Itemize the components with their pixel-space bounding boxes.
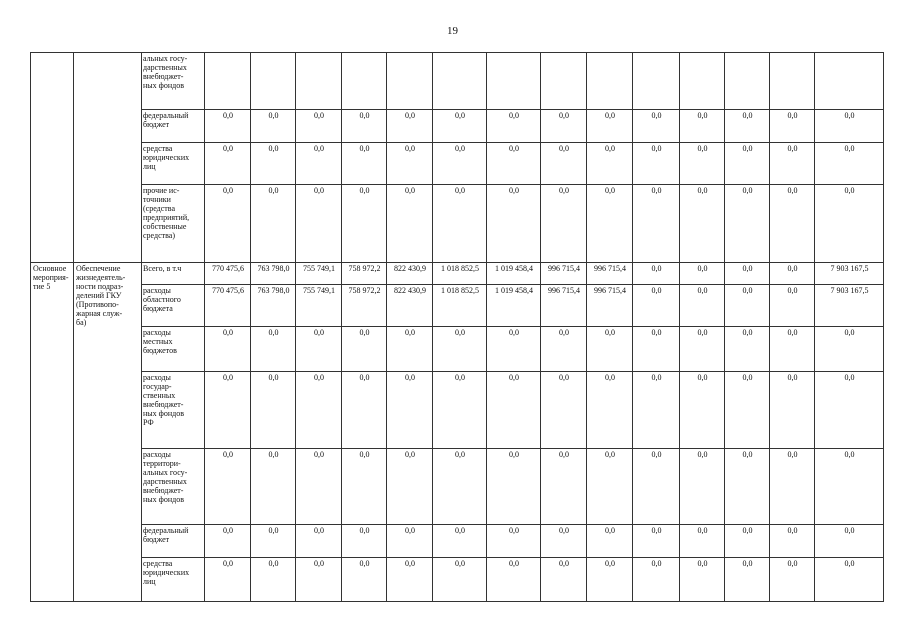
value-cell: 0,0 [815,185,884,263]
value-cell: 0,0 [725,185,770,263]
value-cell: 0,0 [296,110,342,143]
value-cell: 0,0 [815,449,884,525]
value-cell: 0,0 [633,327,680,372]
value-cell: 0,0 [487,143,541,185]
value-cell: 1 018 852,5 [433,285,487,327]
value-cell: 0,0 [680,372,725,449]
table-row [31,285,884,327]
value-cell: 0,0 [342,372,387,449]
value-cell: 0,0 [433,525,487,558]
value-cell [433,53,487,110]
value-cell: 0,0 [725,263,770,285]
value-cell: 0,0 [815,110,884,143]
value-cell: 0,0 [296,143,342,185]
value-cell: 0,0 [433,449,487,525]
table-row [31,53,884,110]
value-cell: 0,0 [342,525,387,558]
value-cell: 0,0 [815,327,884,372]
value-cell: 0,0 [541,110,587,143]
value-cell: 770 475,6 [205,263,251,285]
value-cell: 0,0 [251,525,296,558]
value-cell: 0,0 [205,327,251,372]
value-cell: 0,0 [296,327,342,372]
value-cell: 0,0 [205,449,251,525]
value-cell: 0,0 [770,372,815,449]
value-cell: 0,0 [433,185,487,263]
value-cell: 0,0 [205,185,251,263]
measure-cell: Основное мероприя- тие 5 [31,263,74,602]
value-cell: 0,0 [815,143,884,185]
value-cell: 0,0 [680,263,725,285]
value-cell: 0,0 [296,525,342,558]
value-cell: 0,0 [633,185,680,263]
value-cell: 0,0 [587,372,633,449]
executor-cell: Обеспечение жизнедеятель- ности подраз- делений ГКУ (Противопо- жарная служ- ба) [74,263,142,602]
value-cell: 0,0 [633,285,680,327]
value-cell: 0,0 [487,525,541,558]
value-cell: 0,0 [770,525,815,558]
value-cell: 822 430,9 [387,285,433,327]
value-cell: 0,0 [342,110,387,143]
value-cell: 0,0 [296,185,342,263]
value-cell: 0,0 [770,263,815,285]
value-cell: 0,0 [725,372,770,449]
value-cell: 0,0 [541,558,587,602]
value-cell: 0,0 [251,143,296,185]
funding-source-cell: расходы государ- ственных внебюджет- ных фондов РФ [142,372,205,449]
value-cell: 0,0 [725,327,770,372]
value-cell: 0,0 [633,449,680,525]
value-cell: 0,0 [433,143,487,185]
value-cell: 0,0 [205,372,251,449]
table-row [31,449,884,525]
value-cell: 0,0 [342,449,387,525]
value-cell: 0,0 [680,285,725,327]
value-cell: 770 475,6 [205,285,251,327]
table-row [31,525,884,558]
value-cell: 0,0 [770,110,815,143]
value-cell: 0,0 [770,558,815,602]
value-cell: 0,0 [487,449,541,525]
value-cell: 0,0 [633,372,680,449]
value-cell: 0,0 [770,185,815,263]
value-cell [587,53,633,110]
value-cell: 758 972,2 [342,263,387,285]
value-cell: 0,0 [205,525,251,558]
value-cell [205,53,251,110]
value-cell [541,53,587,110]
value-cell: 0,0 [587,110,633,143]
value-cell [680,53,725,110]
value-cell: 0,0 [433,110,487,143]
value-cell: 0,0 [815,558,884,602]
value-cell: 0,0 [587,185,633,263]
budget-table [30,52,884,602]
value-cell [815,53,884,110]
value-cell: 0,0 [725,285,770,327]
value-cell: 0,0 [342,143,387,185]
value-cell: 0,0 [680,143,725,185]
table-row [31,558,884,602]
value-cell: 0,0 [433,558,487,602]
funding-source-cell: федеральный бюджет [142,110,205,143]
value-cell: 0,0 [633,110,680,143]
value-cell: 0,0 [342,558,387,602]
value-cell: 996 715,4 [541,285,587,327]
value-cell: 0,0 [770,143,815,185]
table-row [31,372,884,449]
value-cell: 0,0 [387,327,433,372]
value-cell: 0,0 [387,110,433,143]
value-cell [342,53,387,110]
value-cell: 0,0 [680,525,725,558]
value-cell: 0,0 [633,143,680,185]
funding-source-cell: прочие ис- точники (средства предприятий, собственные средства) [142,185,205,263]
value-cell: 0,0 [251,185,296,263]
value-cell: 0,0 [251,558,296,602]
value-cell: 0,0 [541,185,587,263]
value-cell: 763 798,0 [251,285,296,327]
value-cell: 755 749,1 [296,263,342,285]
page-number: 19 [447,25,458,37]
value-cell: 0,0 [725,143,770,185]
value-cell: 996 715,4 [587,263,633,285]
value-cell: 0,0 [205,558,251,602]
value-cell: 1 018 852,5 [433,263,487,285]
executor-cell [74,53,142,263]
value-cell: 0,0 [587,525,633,558]
value-cell: 0,0 [680,327,725,372]
value-cell: 0,0 [487,372,541,449]
value-cell: 0,0 [296,372,342,449]
value-cell: 758 972,2 [342,285,387,327]
value-cell: 763 798,0 [251,263,296,285]
value-cell: 0,0 [541,525,587,558]
value-cell: 0,0 [541,449,587,525]
value-cell [487,53,541,110]
value-cell: 0,0 [541,143,587,185]
value-cell: 0,0 [387,372,433,449]
funding-source-cell: альных госу- дарственных внебюджет- ных фондов [142,53,205,110]
funding-source-cell: расходы областного бюджета [142,285,205,327]
value-cell: 0,0 [296,558,342,602]
value-cell [296,53,342,110]
value-cell: 0,0 [251,327,296,372]
value-cell: 0,0 [487,185,541,263]
value-cell: 0,0 [680,449,725,525]
value-cell: 0,0 [387,143,433,185]
value-cell: 0,0 [633,263,680,285]
value-cell: 0,0 [633,525,680,558]
value-cell: 0,0 [587,449,633,525]
value-cell: 0,0 [725,558,770,602]
funding-source-cell: средства юридических лиц [142,143,205,185]
value-cell: 0,0 [770,327,815,372]
value-cell: 0,0 [725,110,770,143]
value-cell [725,53,770,110]
value-cell: 0,0 [296,449,342,525]
value-cell: 0,0 [342,185,387,263]
funding-source-cell: расходы территори- альных госу- дарственных внебюджет- ных фондов [142,449,205,525]
funding-source-cell: расходы местных бюджетов [142,327,205,372]
value-cell: 0,0 [725,525,770,558]
value-cell: 0,0 [433,372,487,449]
value-cell: 0,0 [251,372,296,449]
value-cell: 0,0 [487,558,541,602]
funding-source-cell: средства юридических лиц [142,558,205,602]
value-cell: 0,0 [387,558,433,602]
value-cell: 0,0 [633,558,680,602]
value-cell: 0,0 [342,327,387,372]
value-cell: 0,0 [251,110,296,143]
value-cell: 7 903 167,5 [815,263,884,285]
table-row [31,327,884,372]
value-cell: 0,0 [587,327,633,372]
value-cell: 0,0 [725,449,770,525]
value-cell: 0,0 [680,110,725,143]
value-cell: 0,0 [387,185,433,263]
value-cell: 755 749,1 [296,285,342,327]
value-cell: 822 430,9 [387,263,433,285]
value-cell: 1 019 458,4 [487,263,541,285]
value-cell: 996 715,4 [587,285,633,327]
value-cell: 0,0 [387,449,433,525]
value-cell: 996 715,4 [541,263,587,285]
value-cell: 0,0 [433,327,487,372]
value-cell: 0,0 [387,525,433,558]
value-cell: 0,0 [205,110,251,143]
value-cell [633,53,680,110]
value-cell: 0,0 [587,558,633,602]
value-cell: 0,0 [770,449,815,525]
value-cell: 0,0 [205,143,251,185]
value-cell: 1 019 458,4 [487,285,541,327]
value-cell: 0,0 [680,558,725,602]
value-cell: 0,0 [487,327,541,372]
value-cell [387,53,433,110]
value-cell: 0,0 [770,285,815,327]
funding-source-cell: Всего, в т.ч [142,263,205,285]
value-cell: 0,0 [251,449,296,525]
value-cell: 0,0 [541,327,587,372]
funding-source-cell: федеральный бюджет [142,525,205,558]
table-row [31,143,884,185]
value-cell: 7 903 167,5 [815,285,884,327]
value-cell: 0,0 [587,143,633,185]
value-cell: 0,0 [815,372,884,449]
table-row [31,185,884,263]
value-cell: 0,0 [541,372,587,449]
table-row [31,110,884,143]
value-cell: 0,0 [487,110,541,143]
value-cell [770,53,815,110]
table-row [31,263,884,285]
value-cell: 0,0 [680,185,725,263]
value-cell [251,53,296,110]
value-cell: 0,0 [815,525,884,558]
measure-cell [31,53,74,263]
